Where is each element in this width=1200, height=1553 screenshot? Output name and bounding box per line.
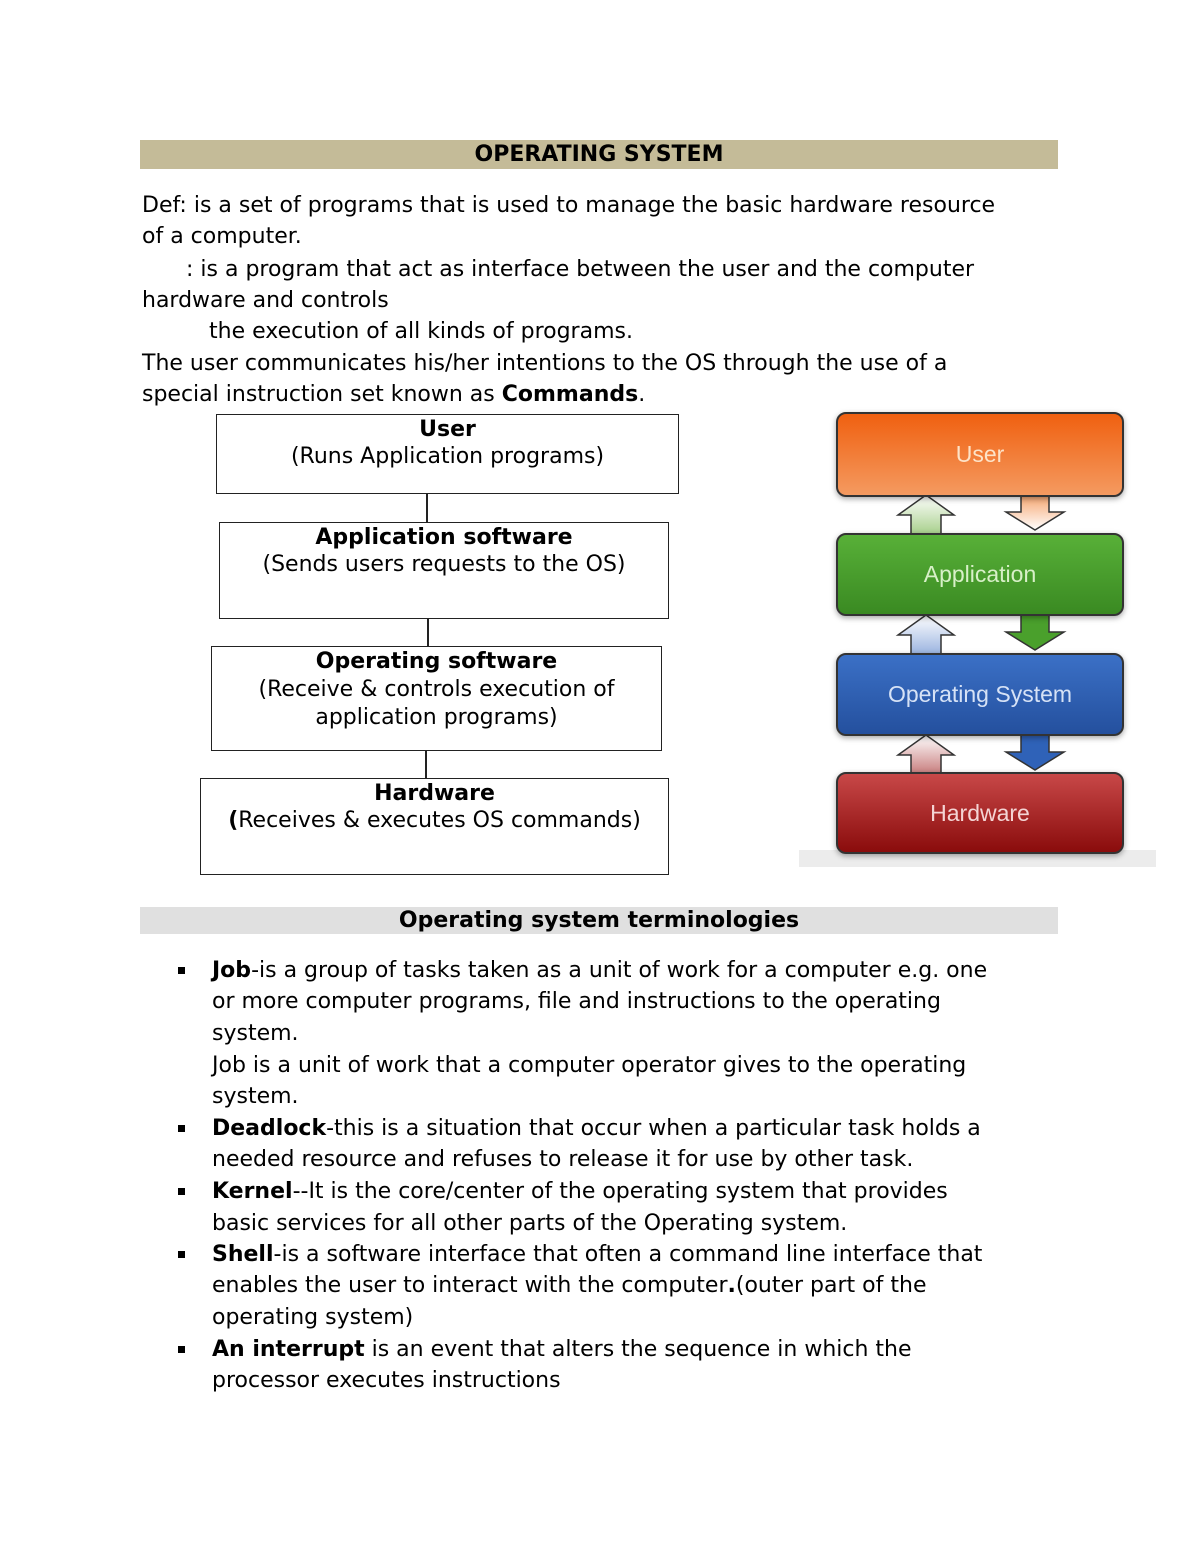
box-hardware [200, 778, 669, 875]
term-shell: Shell-is a software interface that often a command line interface that [212, 1242, 983, 1267]
connector [425, 751, 427, 778]
intro-line: Def: is a set of programs that is used to manage the basic hardware resource [142, 193, 996, 218]
intro-line: of a computer. [142, 224, 302, 249]
box-title: User [419, 417, 476, 442]
arrow-up-icon [898, 615, 954, 654]
section-title: Operating system terminologies [398, 908, 800, 933]
bullet-icon [178, 1125, 185, 1132]
section-bar [140, 907, 1058, 934]
box-desc: application programs) [315, 705, 558, 730]
box-desc: (Runs Application programs) [290, 444, 605, 469]
term-line: system. [212, 1021, 299, 1046]
box-user [216, 414, 679, 494]
bullet-icon [178, 1251, 185, 1258]
box-title: Hardware [374, 781, 495, 806]
connector [427, 619, 429, 646]
box-desc: (Sends users requests to the OS) [262, 552, 626, 577]
layer-user: User [836, 412, 1124, 497]
bullet-icon [178, 1346, 185, 1353]
arrow-down-icon [1006, 494, 1064, 530]
arrow-down-icon [1006, 613, 1064, 650]
intro-line: hardware and controls [142, 288, 389, 313]
arrow-down-icon [1006, 733, 1064, 770]
bullet-icon [178, 967, 185, 974]
layer-hardware: Hardware [836, 772, 1124, 854]
intro-text: special instruction set known as [142, 382, 502, 407]
box-desc: (Receive & controls execution of [258, 677, 615, 702]
arrow-up-icon [898, 495, 954, 534]
layer-application: Application [836, 533, 1124, 616]
term-deadlock: Deadlock-this is a situation that occur when a particular task holds a [212, 1116, 981, 1141]
box-desc: (Receives & executes OS commands) [228, 808, 641, 833]
term-interrupt: An interrupt is an event that alters the sequence in which the [212, 1337, 912, 1362]
box-title: Operating software [315, 649, 558, 674]
term-line: enables the user to interact with the computer.(outer part of the [212, 1273, 927, 1298]
layer-operating-system: Operating System [836, 653, 1124, 736]
term-line: needed resource and refuses to release it for use by other task. [212, 1147, 914, 1172]
term-line: operating system) [212, 1305, 414, 1330]
intro-text: . [638, 382, 646, 407]
term-line: system. [212, 1084, 299, 1109]
intro-line: the execution of all kinds of programs. [209, 319, 633, 344]
intro-line: : is a program that act as interface between the user and the computer [186, 257, 975, 282]
term-line: processor executes instructions [212, 1368, 561, 1393]
box-application [219, 522, 669, 619]
box-operating [211, 646, 662, 751]
term-line: basic services for all other parts of the Operating system. [212, 1211, 848, 1236]
bullet-icon [178, 1188, 185, 1195]
intro-line [142, 382, 645, 408]
title-bar [140, 140, 1058, 169]
term-line: or more computer programs, file and instructions to the operating [212, 989, 941, 1014]
box-title: Application software [315, 525, 573, 550]
connector [426, 494, 428, 522]
term-kernel: Kernel--It is the core/center of the operating system that provides [212, 1179, 948, 1204]
page-title: OPERATING SYSTEM [474, 142, 724, 167]
intro-line: The user communicates his/her intentions to the OS through the use of a [142, 351, 948, 376]
term-job: Job-is a group of tasks taken as a unit of work for a computer e.g. one [212, 958, 988, 983]
term-line: Job is a unit of work that a computer operator gives to the operating [212, 1053, 967, 1078]
arrow-up-icon [898, 735, 954, 773]
commands-term: Commands [501, 382, 639, 407]
